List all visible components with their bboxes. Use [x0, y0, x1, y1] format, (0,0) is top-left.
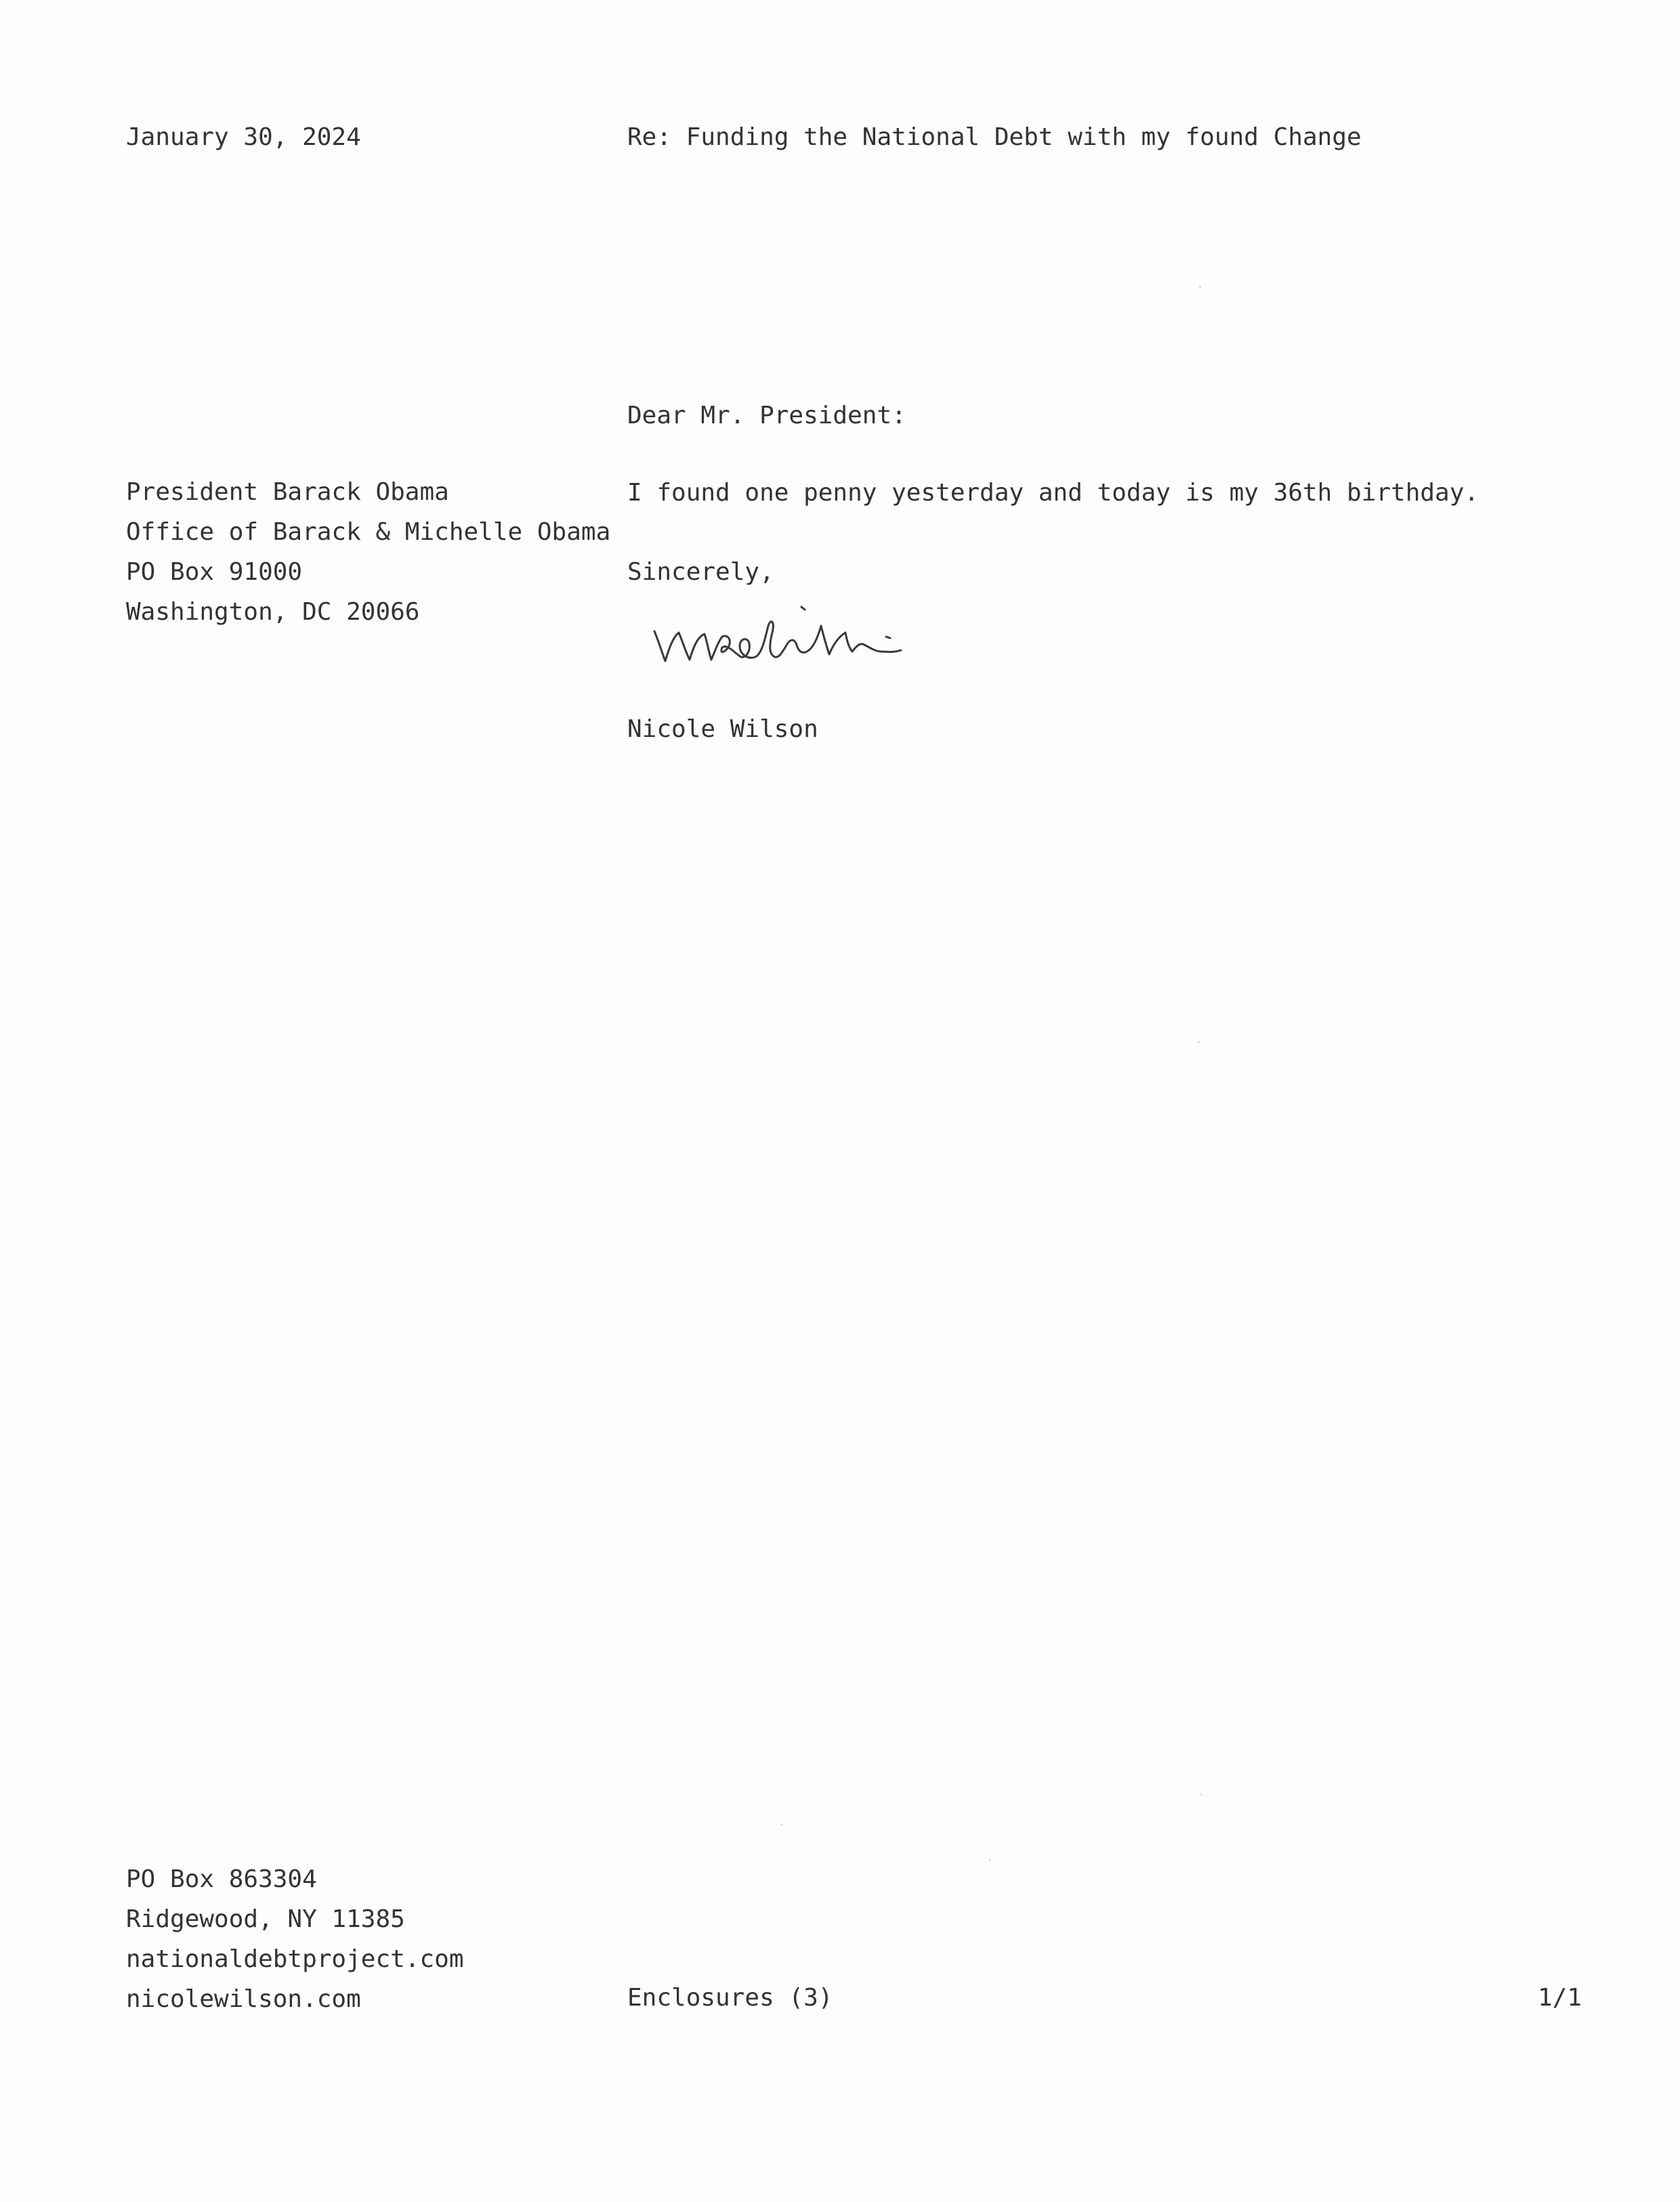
signer-name: Nicole Wilson	[627, 715, 818, 743]
enclosures-note: Enclosures (3)	[627, 1984, 833, 2012]
sender-po-box: PO Box 863304	[126, 1865, 317, 1893]
sender-city: Ridgewood, NY 11385	[126, 1905, 405, 1933]
recipient-city: Washington, DC 20066	[126, 598, 420, 626]
closing: Sincerely,	[627, 558, 774, 586]
sender-website-project: nationaldebtproject.com	[126, 1945, 464, 1973]
recipient-office: Office of Barack & Michelle Obama	[126, 518, 611, 546]
recipient-name: President Barack Obama	[126, 478, 449, 506]
letter-body: I found one penny yesterday and today is my 36th birthday.	[627, 479, 1479, 507]
handwritten-signature	[649, 603, 974, 684]
scan-speck	[989, 1859, 991, 1861]
salutation: Dear Mr. President:	[627, 402, 906, 429]
letter-date: January 30, 2024	[126, 123, 361, 151]
letter-subject: Re: Funding the National Debt with my found Change	[627, 123, 1362, 151]
recipient-po-box: PO Box 91000	[126, 558, 303, 586]
scan-speck	[780, 1823, 782, 1825]
scan-speck	[1199, 286, 1201, 288]
sender-address	[126, 1859, 464, 2019]
page-number: 1/1	[1538, 1984, 1582, 2012]
scan-speck	[1198, 1041, 1200, 1043]
recipient-address	[126, 472, 610, 632]
sender-website-personal: nicolewilson.com	[126, 1985, 361, 2013]
scan-speck	[1200, 1794, 1202, 1796]
